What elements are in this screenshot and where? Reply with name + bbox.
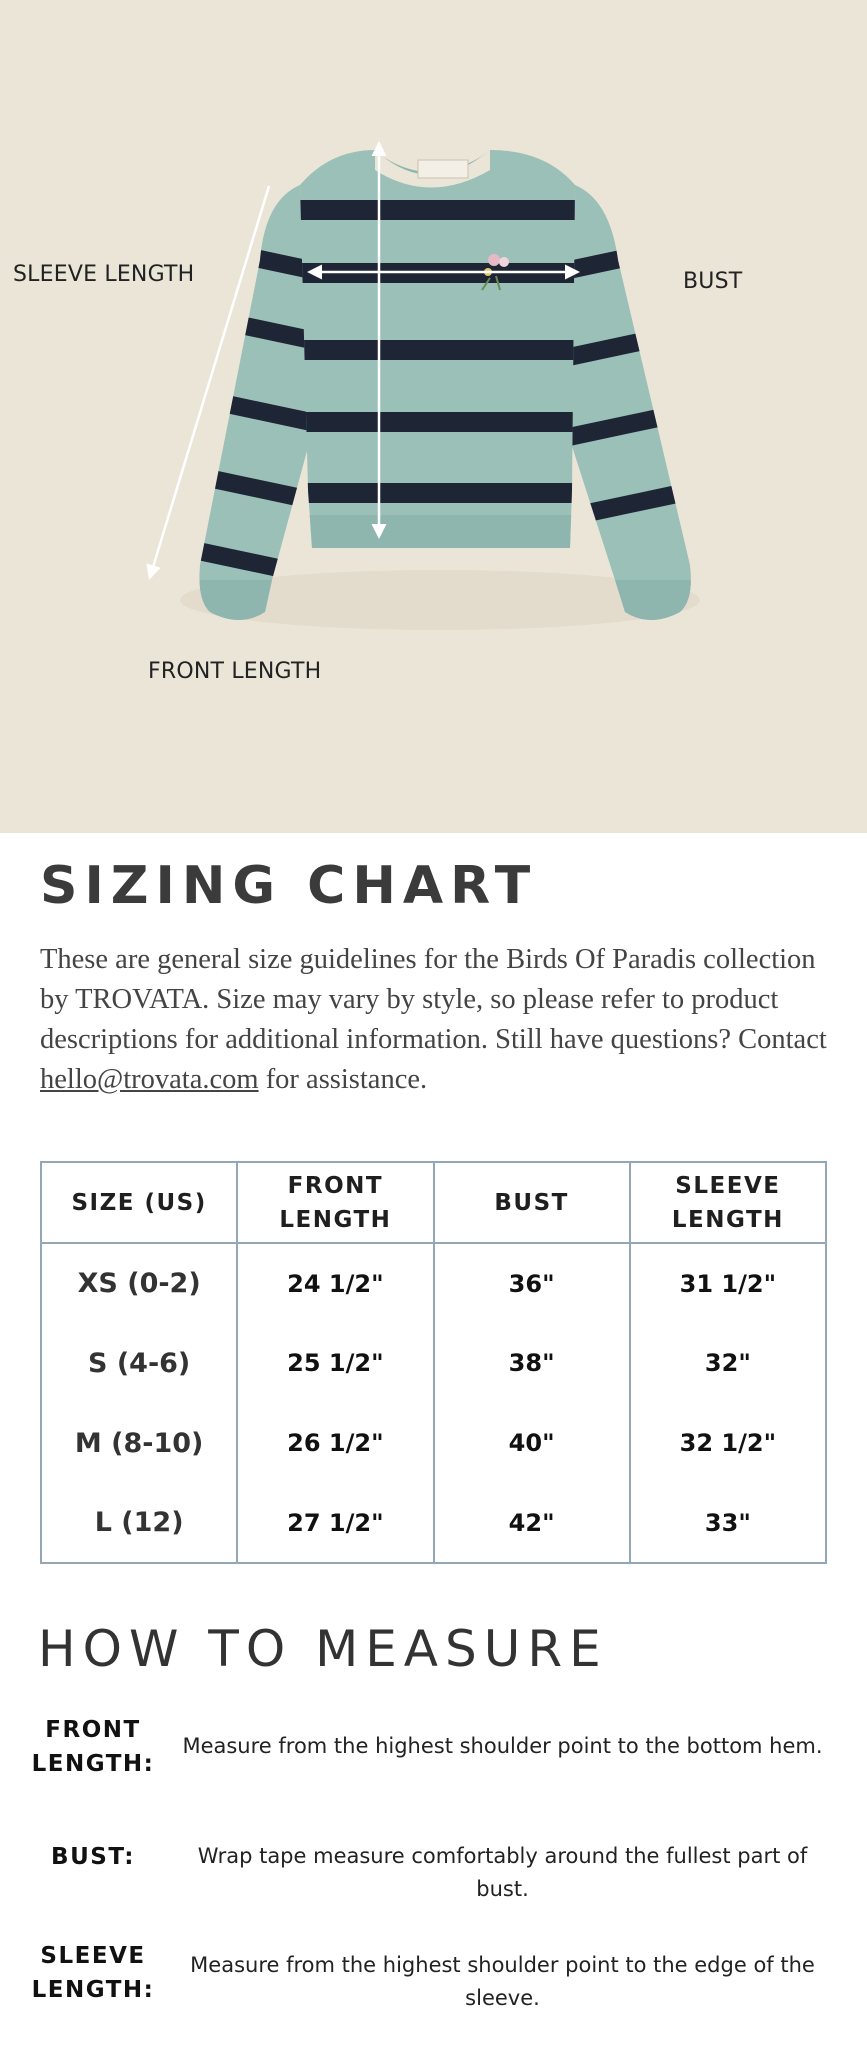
sleeve-length-cell: 32" [630,1323,826,1403]
front-length-term [20,1713,166,1781]
sleeve-length-cell: 33" [630,1483,826,1563]
garment-label [418,160,468,178]
header-front-line2: LENGTH [279,1206,392,1233]
bust-cell: 42" [434,1483,630,1563]
front-length-cell: 24 1/2" [237,1243,433,1323]
sleeve-length-definition: Measure from the highest shoulder point to the edge of the sleeve. [190,1953,815,2010]
size-cell: XS (0-2) [41,1243,237,1323]
front-term-line1: FRONT [45,1717,141,1743]
size-table [40,1161,827,1564]
intro-suffix: for assistance. [258,1064,428,1095]
sweater-body [290,140,590,560]
front-length-cell: 26 1/2" [237,1403,433,1483]
table-row [41,1323,826,1403]
sleeve-term-line2: LENGTH: [31,1977,155,2003]
sleeve-length-term [20,1939,166,2007]
sleeve-length-cell: 32 1/2" [630,1403,826,1483]
sleeve-length-cell: 31 1/2" [630,1243,826,1323]
header-size-text: SIZE (US) [71,1189,207,1216]
size-table-header-row [41,1162,826,1243]
hero-image-section [0,0,867,833]
table-row [41,1243,826,1323]
size-cell: L (12) [41,1483,237,1563]
bust-definition: Wrap tape measure comfortably around the fullest part of bust. [197,1844,808,1901]
sweater-illustration [0,0,867,833]
header-sleeve-length [630,1162,826,1243]
header-front-length [237,1162,433,1243]
table-row [41,1483,826,1563]
front-term-line2: LENGTH: [31,1751,155,1777]
front-length-cell: 27 1/2" [237,1483,433,1563]
bust-cell: 40" [434,1403,630,1483]
bust-cell: 36" [434,1243,630,1323]
bust-label: BUST [683,269,743,294]
sizing-chart-title: SIZING CHART [40,856,538,916]
header-size [41,1162,237,1243]
front-length-cell: 25 1/2" [237,1323,433,1403]
header-front-line1: FRONT [287,1172,384,1199]
header-sleeve-line2: LENGTH [671,1206,784,1233]
header-sleeve-line1: SLEEVE [675,1172,781,1199]
header-bust [434,1162,630,1243]
bust-cell: 38" [434,1323,630,1403]
how-to-measure-title: HOW TO MEASURE [38,1620,608,1678]
front-length-label: FRONT LENGTH [148,659,322,684]
table-row [41,1403,826,1483]
front-length-definition: Measure from the highest shoulder point to the bottom hem. [182,1734,823,1758]
bust-term: BUST: [51,1844,135,1870]
size-cell: S (4-6) [41,1323,237,1403]
sizing-intro-paragraph [40,940,840,1100]
contact-email-link[interactable]: hello@trovata.com [40,1064,259,1095]
header-bust-text: BUST [494,1189,569,1216]
size-cell: M (8-10) [41,1403,237,1483]
intro-text: These are general size guidelines for the Birds Of Paradis collection by TROVATA. Size may vary by style, so please refer to product descriptions for additional information. Still have questions? Contact [40,944,827,1055]
sleeve-term-line1: SLEEVE [40,1943,146,1969]
sleeve-length-label: SLEEVE LENGTH [13,262,195,287]
